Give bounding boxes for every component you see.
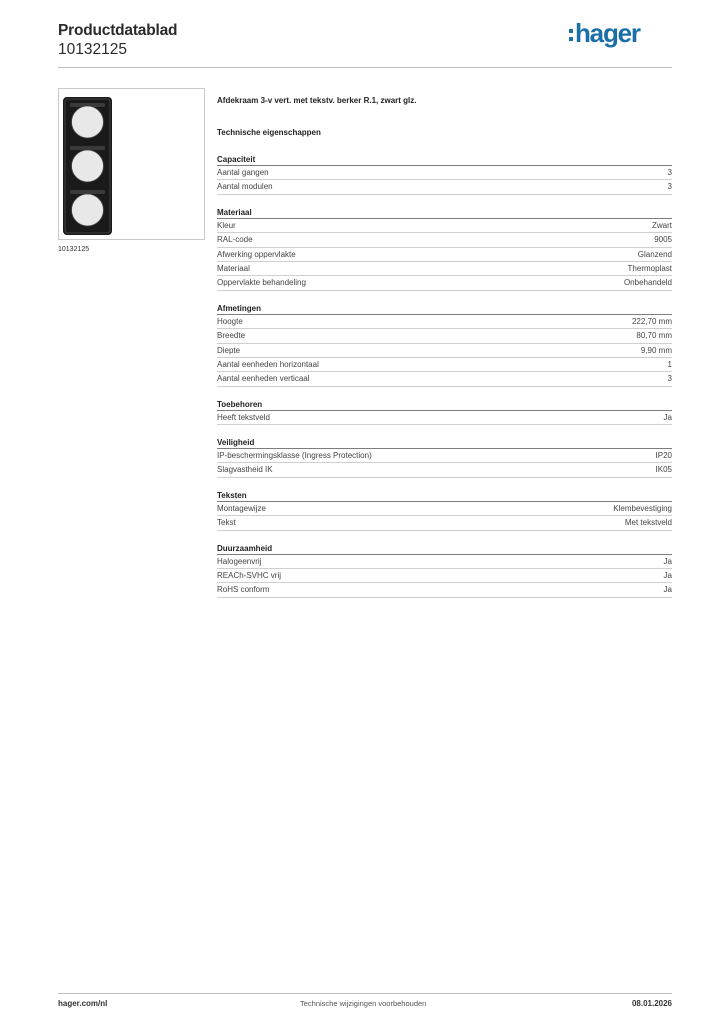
spec-value: Klembevestiging bbox=[613, 503, 672, 513]
spec-label: Aantal gangen bbox=[217, 168, 269, 177]
spec-row bbox=[217, 276, 672, 290]
spec-group bbox=[217, 302, 672, 387]
spec-row bbox=[217, 502, 672, 516]
spec-value: 3 bbox=[667, 168, 672, 177]
spec-group bbox=[217, 542, 672, 598]
spec-row bbox=[217, 555, 672, 569]
spec-value: Zwart bbox=[652, 220, 672, 230]
spec-value: IK05 bbox=[655, 465, 672, 475]
spec-label: Hoogte bbox=[217, 316, 243, 326]
spec-value: IP20 bbox=[655, 451, 672, 461]
spec-value: Ja bbox=[663, 585, 672, 595]
spec-label: Halogeenvrij bbox=[217, 556, 262, 566]
spec-group-title: Capaciteit bbox=[217, 153, 672, 166]
spec-label: RoHS conform bbox=[217, 585, 270, 595]
footer-divider bbox=[58, 993, 672, 994]
spec-value: 3 bbox=[667, 374, 672, 384]
spec-label: RAL-code bbox=[217, 235, 253, 245]
spec-row bbox=[217, 344, 672, 358]
footer-website: hager.com/nl bbox=[58, 999, 108, 1008]
spec-label: IP-beschermingsklasse (Ingress Protection) bbox=[217, 451, 372, 461]
spec-value: 80,70 mm bbox=[636, 331, 672, 341]
footer-notice: Technische wijzigingen voorbehouden bbox=[300, 999, 427, 1008]
spec-label: REACh-SVHC vrij bbox=[217, 571, 282, 581]
spec-group bbox=[217, 436, 672, 478]
spec-group-title: Teksten bbox=[217, 489, 672, 502]
product-name: Afdekraam 3-v vert. met tekstv. berker R.1, zwart glz. bbox=[217, 96, 417, 105]
spec-group-title: Afmetingen bbox=[217, 302, 672, 315]
spec-row bbox=[217, 569, 672, 583]
spec-group-title: Duurzaamheid bbox=[217, 542, 672, 555]
spec-label: Aantal eenheden verticaal bbox=[217, 374, 310, 384]
hager-logo bbox=[569, 18, 640, 49]
spec-label: Montagewijze bbox=[217, 503, 266, 513]
spec-groups bbox=[217, 153, 672, 598]
logo-text: hager bbox=[575, 18, 640, 48]
document-number: 10132125 bbox=[58, 41, 127, 58]
spec-row bbox=[217, 315, 672, 329]
spec-row bbox=[217, 516, 672, 530]
footer-date: 08.01.2026 bbox=[631, 999, 672, 1008]
spec-group-title: Materiaal bbox=[217, 206, 672, 219]
spec-label: Heeft tekstveld bbox=[217, 412, 270, 422]
product-image bbox=[58, 88, 205, 240]
spec-group bbox=[217, 398, 672, 425]
spec-row bbox=[217, 411, 672, 425]
spec-group bbox=[217, 206, 672, 291]
spec-group bbox=[217, 153, 672, 195]
spec-value: 3 bbox=[667, 182, 672, 192]
technical-properties-heading: Technische eigenschappen bbox=[217, 128, 321, 137]
spec-row bbox=[217, 329, 672, 343]
spec-row bbox=[217, 248, 672, 262]
spec-row bbox=[217, 219, 672, 233]
document-header bbox=[58, 22, 177, 59]
specifications bbox=[217, 96, 672, 598]
spec-value: 222,70 mm bbox=[631, 316, 672, 326]
spec-row bbox=[217, 233, 672, 247]
document-title: Productdatablad bbox=[58, 22, 178, 39]
spec-row bbox=[217, 180, 672, 194]
spec-value: Onbehandeld bbox=[623, 278, 672, 288]
spec-label: Aantal eenheden horizontaal bbox=[217, 359, 319, 369]
spec-value: Thermoplast bbox=[627, 263, 672, 273]
spec-label: Materiaal bbox=[217, 263, 250, 273]
spec-value: Ja bbox=[663, 412, 672, 422]
spec-row bbox=[217, 583, 672, 597]
logo-colon-icon bbox=[569, 29, 573, 41]
spec-label: Tekst bbox=[217, 518, 236, 528]
spec-value: Ja bbox=[663, 556, 672, 566]
spec-value: 9,90 mm bbox=[640, 345, 672, 355]
spec-value: Met tekstveld bbox=[624, 518, 672, 528]
spec-label: Oppervlakte behandeling bbox=[217, 278, 306, 288]
spec-value: Ja bbox=[663, 571, 672, 581]
spec-value: 9005 bbox=[654, 235, 672, 245]
spec-label: Aantal modulen bbox=[217, 182, 273, 192]
spec-row bbox=[217, 262, 672, 276]
header-divider bbox=[58, 67, 672, 68]
spec-row bbox=[217, 166, 672, 180]
spec-label: Slagvastheid IK bbox=[217, 465, 273, 475]
spec-value: Glanzend bbox=[637, 249, 672, 259]
spec-label: Diepte bbox=[217, 345, 241, 355]
spec-label: Kleur bbox=[217, 220, 236, 230]
spec-group-title: Toebehoren bbox=[217, 398, 672, 411]
spec-group bbox=[217, 489, 672, 531]
spec-row bbox=[217, 372, 672, 386]
spec-label: Breedte bbox=[217, 331, 246, 341]
image-caption: 10132125 bbox=[58, 246, 90, 253]
spec-row bbox=[217, 463, 672, 477]
cover-frame-icon bbox=[59, 89, 204, 239]
spec-group-title: Veiligheid bbox=[217, 436, 672, 449]
spec-row bbox=[217, 358, 672, 372]
spec-row bbox=[217, 449, 672, 463]
spec-value: 1 bbox=[667, 359, 672, 369]
spec-label: Afwerking oppervlakte bbox=[217, 249, 296, 259]
